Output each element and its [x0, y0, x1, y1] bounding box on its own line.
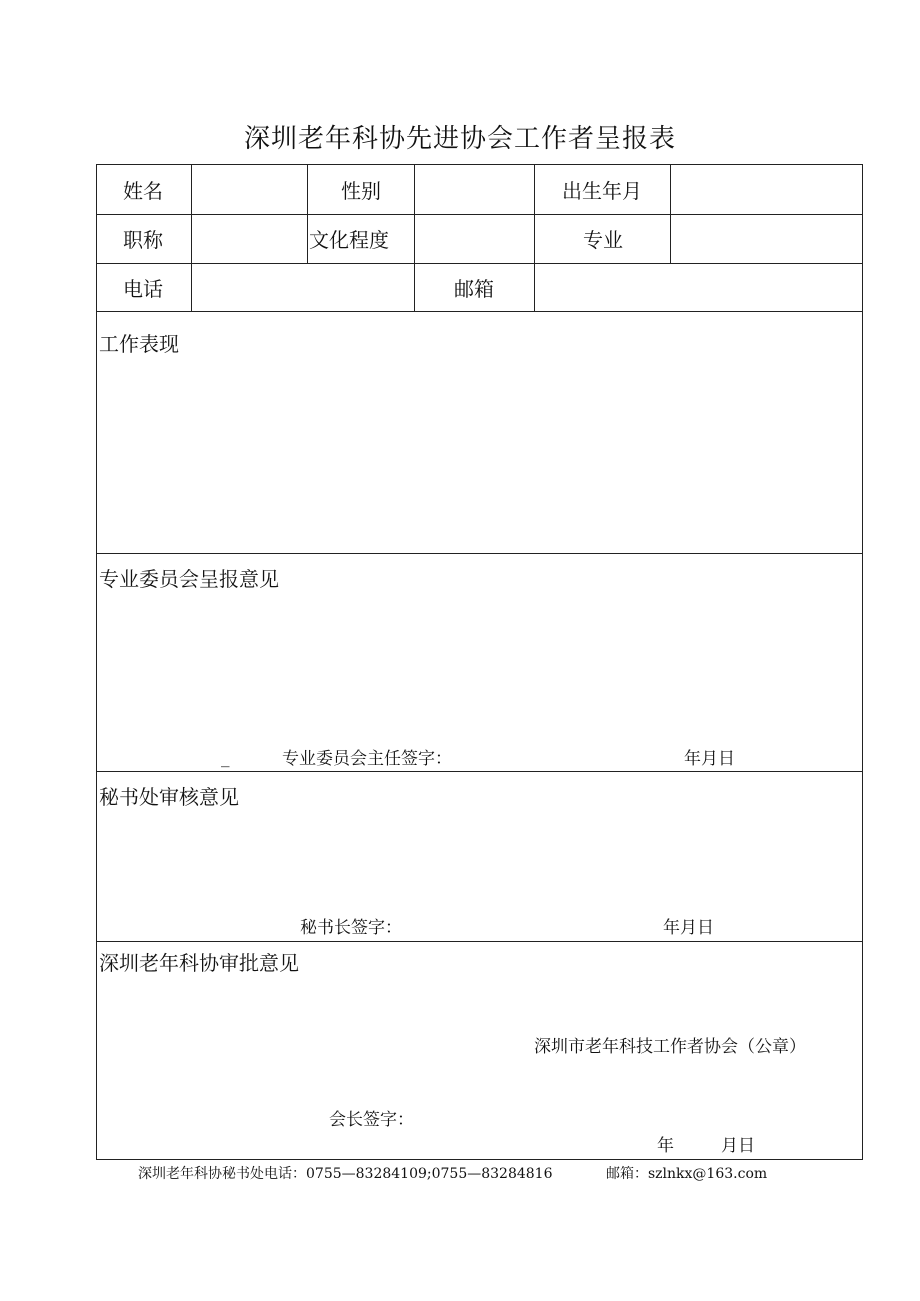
approval-date-monthday: 月日 — [721, 1136, 755, 1156]
secretariat-sign-label: 秘书长签字： — [300, 918, 402, 938]
committee-title: 专业委员会呈报意见 — [99, 567, 279, 591]
education-label: 文化程度 — [309, 228, 389, 252]
row-divider — [97, 553, 862, 554]
committee-sign-label: 专业委员会主任签字： — [282, 749, 452, 769]
title-label: 职称 — [123, 228, 163, 252]
committee-textarea[interactable] — [99, 597, 860, 737]
secretariat-title: 秘书处审核意见 — [99, 785, 239, 809]
email-label: 邮箱 — [454, 277, 494, 301]
email-input[interactable] — [535, 264, 861, 310]
approval-textarea[interactable] — [99, 981, 860, 1041]
title-input[interactable] — [192, 215, 306, 262]
seal-text: 深圳市老年科技工作者协会（公章） — [534, 1037, 806, 1057]
committee-date-label: 年月日 — [684, 749, 735, 769]
gender-label: 性别 — [341, 179, 381, 203]
col-divider — [307, 165, 308, 263]
approval-date-year: 年 — [657, 1136, 674, 1156]
form-title: 深圳老年科协先进协会工作者呈报表 — [243, 124, 676, 154]
name-label: 姓名 — [123, 179, 163, 203]
footer-phone: 深圳老年科协秘书处电话：0755—83284109;0755—83284816 — [138, 1166, 553, 1182]
approval-sign-label: 会长签字： — [329, 1110, 414, 1130]
performance-textarea[interactable] — [99, 361, 860, 549]
committee-dash: _ — [221, 748, 230, 768]
birth-input[interactable] — [671, 166, 861, 213]
phone-input[interactable] — [192, 264, 413, 310]
secretariat-textarea[interactable] — [99, 815, 860, 915]
approval-title: 深圳老年科协审批意见 — [99, 951, 299, 975]
education-input[interactable] — [415, 215, 533, 262]
footer-email: 邮箱：szlnkx@163.com — [606, 1166, 768, 1182]
row-divider — [97, 311, 862, 312]
secretariat-date-label: 年月日 — [663, 918, 714, 938]
report-form — [96, 164, 863, 1160]
phone-label: 电话 — [123, 277, 163, 301]
name-input[interactable] — [192, 166, 306, 213]
row-divider — [97, 771, 862, 772]
birth-label: 出生年月 — [562, 179, 642, 203]
major-label: 专业 — [583, 228, 623, 252]
performance-title: 工作表现 — [99, 332, 179, 356]
row-divider — [97, 941, 862, 942]
major-input[interactable] — [671, 215, 861, 262]
gender-input[interactable] — [415, 166, 533, 213]
col-divider — [414, 263, 415, 311]
